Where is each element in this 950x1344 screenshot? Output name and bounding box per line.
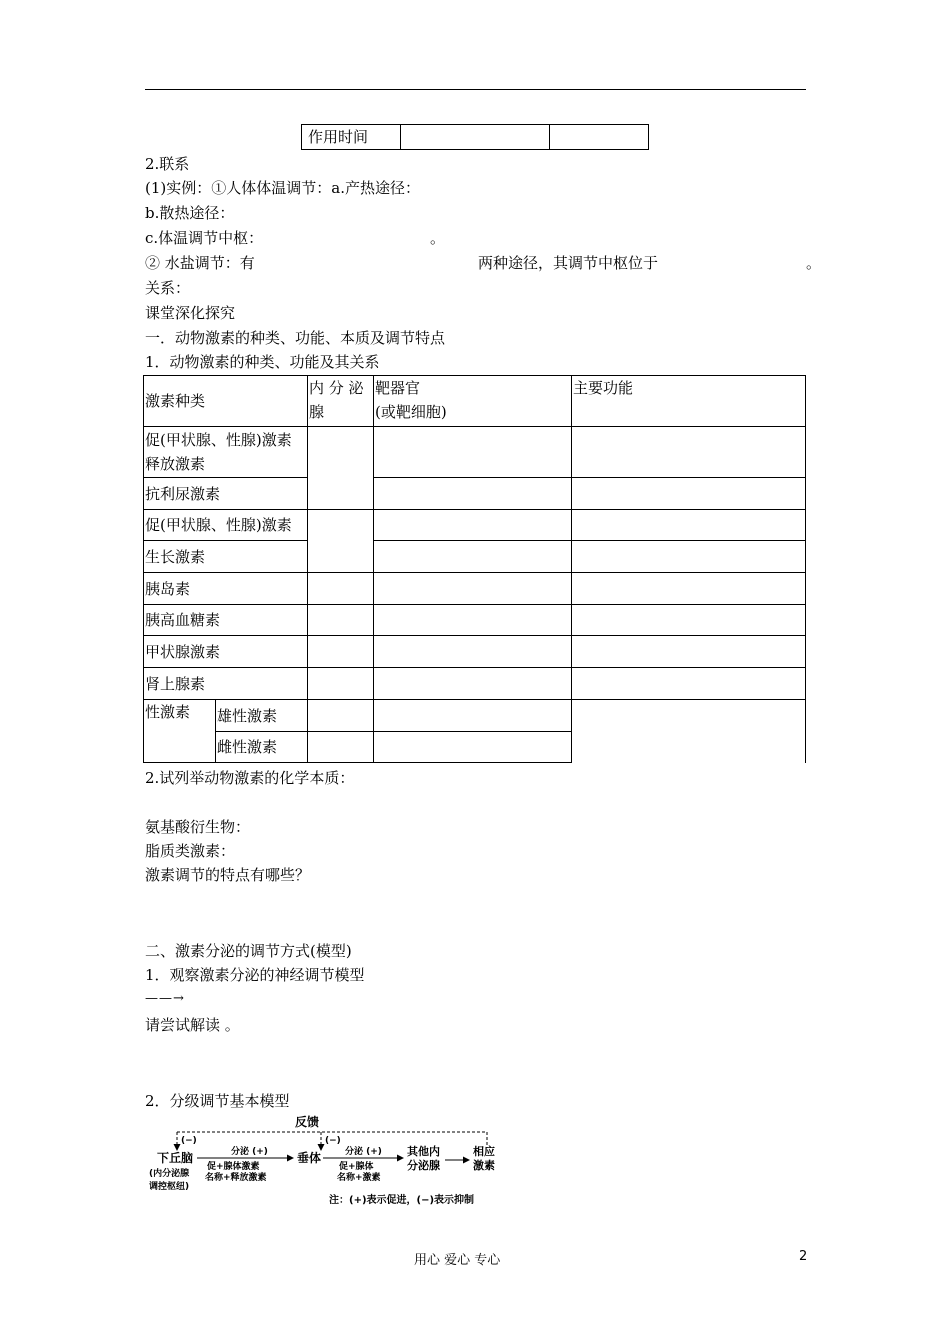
row-releasing-hormone (144, 427, 308, 478)
header-target-b: (或靶细胞) (375, 403, 447, 421)
features-question: 激素调节的特点有哪些？ (145, 866, 311, 884)
row-growth-hormone: 生长激素 (144, 541, 308, 573)
target-hormone-label-1: 相应 (473, 1145, 495, 1158)
section-lianxi-title: 2.联系 (145, 155, 190, 173)
gland-cell (308, 700, 374, 732)
part2-sub1: 1．观察激素分泌的神经调节模型 (145, 966, 365, 984)
hierarchical-regulation-diagram (145, 1112, 505, 1212)
lipid-hormone: 脂质类激素： (145, 842, 236, 860)
top-table (301, 124, 649, 150)
target-cell (374, 541, 572, 573)
hypothalamus-note-2: 调控枢纽) (149, 1182, 190, 1192)
row-tropic-hormone: 促(甲状腺、性腺)激素 (144, 510, 308, 541)
secrete-plus-label: 分泌 (+) (231, 1147, 268, 1157)
row-releasing-a: 促(甲状腺、性腺)激素 (145, 431, 292, 449)
gland-cell-pituitary (308, 510, 374, 573)
gland-cell (308, 668, 374, 700)
part2-title: 二、激素分泌的调节方式(模型) (145, 942, 352, 960)
gland-cell (308, 573, 374, 605)
lianxi-line5: 关系： (145, 279, 191, 297)
gland-cell-hypothalamus (308, 427, 374, 510)
row-glucagon: 胰高血糖素 (144, 605, 308, 636)
function-cell (572, 478, 806, 510)
gland-cell (308, 732, 374, 763)
page-number: 2 (799, 1249, 808, 1264)
target-cell (374, 510, 572, 541)
row-androgen: 雄性激素 (216, 700, 308, 732)
deep-explore-title: 课堂深化探究 (145, 304, 236, 322)
header-target (374, 376, 572, 427)
lianxi-line1: (1)实例：①人体体温调节：a.产热途径： (145, 179, 420, 197)
part1-title: 一．动物激素的种类、功能、本质及调节特点 (145, 329, 446, 347)
minus-label: (−) (181, 1136, 197, 1146)
lianxi-line4b: 两种途径，其调节中枢位于 (478, 254, 659, 272)
top-table-cell (401, 125, 550, 150)
interpret-prompt: 请尝试解读 。 (145, 1016, 240, 1034)
footer-center: 用心 爱心 专心 (414, 1253, 501, 1268)
row-adrenaline: 肾上腺素 (144, 668, 308, 700)
secrete-plus-label: 分泌 (+) (345, 1147, 382, 1157)
function-cell (572, 605, 806, 636)
row-releasing-b: 释放激素 (145, 455, 206, 473)
function-cell-sex (572, 700, 806, 763)
releasing-label-1: 促+腺体激素 (207, 1162, 260, 1172)
row-thyroxine: 甲状腺激素 (144, 636, 308, 668)
hypothalamus-note-1: (内分泌腺 (149, 1169, 190, 1179)
chem-nature-title: 2.试列举动物激素的化学本质： (145, 769, 355, 787)
lianxi-line4a: ② 水盐调节：有 (145, 254, 255, 272)
top-table-cell (550, 125, 649, 150)
target-hormone-label-2: 激素 (473, 1159, 495, 1172)
releasing-label-2: 名称+释放激素 (205, 1173, 267, 1183)
lianxi-line3: c.体温调节中枢： (145, 229, 264, 247)
gland-cell (308, 636, 374, 668)
header-gland-a: 内 分 泌 (309, 379, 364, 397)
row-insulin: 胰岛素 (144, 573, 308, 605)
target-cell (374, 668, 572, 700)
part2-sub2: 2．分级调节基本模型 (145, 1092, 290, 1110)
diagram-note: 注：(+)表示促进，(−)表示抑制 (329, 1195, 475, 1206)
function-cell (572, 573, 806, 605)
function-cell (572, 427, 806, 478)
target-cell (374, 636, 572, 668)
target-cell (374, 700, 572, 732)
header-function: 主要功能 (572, 376, 806, 427)
amino-derivative: 氨基酸衍生物： (145, 818, 251, 836)
hypothalamus-label: 下丘脑 (157, 1151, 194, 1165)
header-type: 激素种类 (144, 376, 308, 427)
lianxi-line2: b.散热途径： (145, 204, 235, 222)
function-cell (572, 668, 806, 700)
target-cell (374, 478, 572, 510)
gland-cell (308, 605, 374, 636)
lianxi-line3-end: 。 (430, 229, 446, 247)
feedback-label: 反馈 (295, 1115, 320, 1129)
lianxi-line4-end: 。 (806, 254, 822, 272)
function-cell (572, 510, 806, 541)
tropic-label-1: 促+腺体 (339, 1162, 374, 1172)
target-cell (374, 605, 572, 636)
other-gland-label-2: 分泌腺 (407, 1159, 440, 1172)
header-target-a: 靶器官 (375, 379, 421, 397)
neural-model-arrow: ——→ (145, 991, 185, 1006)
hormone-table (143, 375, 806, 763)
pituitary-label: 垂体 (297, 1151, 322, 1165)
row-adh: 抗利尿激素 (144, 478, 308, 510)
header-gland-b: 腺 (309, 403, 325, 421)
function-cell (572, 541, 806, 573)
row-sex-hormone: 性激素 (144, 700, 216, 763)
row-estrogen: 雌性激素 (216, 732, 308, 763)
function-cell (572, 636, 806, 668)
top-table-label: 作用时间 (302, 125, 401, 150)
target-cell (374, 732, 572, 763)
header-rule (145, 89, 806, 90)
target-cell (374, 573, 572, 605)
minus-label: (−) (325, 1136, 341, 1146)
tropic-label-2: 名称+激素 (337, 1173, 381, 1183)
other-gland-label-1: 其他内 (407, 1145, 440, 1158)
sub1-title: 1．动物激素的种类、功能及其关系 (145, 353, 380, 371)
header-gland (308, 376, 374, 427)
target-cell (374, 427, 572, 478)
